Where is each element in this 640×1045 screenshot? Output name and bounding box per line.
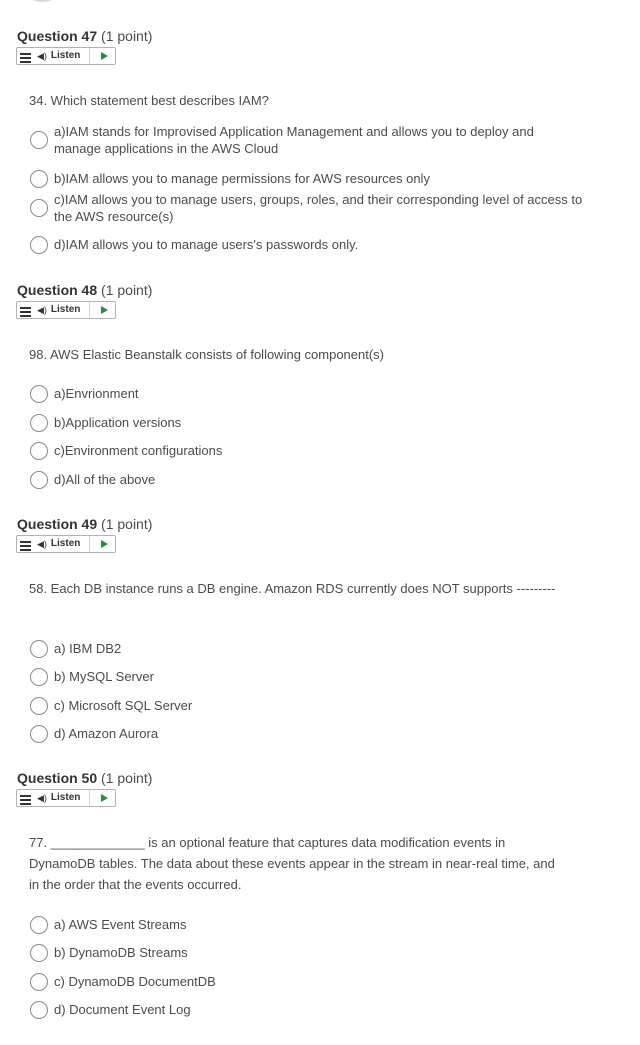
question-title: Question 49 (1 point): [17, 516, 153, 532]
question-text: 98. AWS Elastic Beanstalk consists of following component(s): [29, 347, 385, 362]
play-icon[interactable]: [101, 794, 108, 802]
top-decoration-arc: [20, 0, 64, 2]
play-icon[interactable]: [101, 306, 108, 314]
menu-icon[interactable]: [20, 541, 31, 551]
listen-button[interactable]: Listen: [50, 792, 81, 803]
radio-button[interactable]: [30, 916, 48, 934]
option-label: d) Document Event Log: [54, 1002, 191, 1017]
radio-button[interactable]: [30, 973, 48, 991]
radio-button[interactable]: [30, 131, 48, 149]
radio-button[interactable]: [30, 385, 48, 403]
toolbar-divider: [89, 536, 90, 552]
option-label: a)IAM stands for Improvised Application Management and allows you to deploy and manage applications in the AWS Cloud: [54, 124, 534, 156]
option-label: b) MySQL Server: [54, 669, 154, 684]
menu-icon[interactable]: [20, 53, 31, 63]
listen-toolbar: [16, 535, 116, 553]
play-icon[interactable]: [101, 540, 108, 548]
option-label: a) IBM DB2: [54, 641, 122, 656]
question-text: 77. _____________ is an optional feature that captures data modification events in DynamoDB tables. The data about these events appear in the stream in near-real time, and in the order that the events occurred.: [29, 835, 555, 892]
option-label: d)All of the above: [54, 472, 156, 487]
option-label: c) Microsoft SQL Server: [54, 698, 193, 713]
option-label: a) AWS Event Streams: [54, 917, 187, 932]
radio-button[interactable]: [30, 944, 48, 962]
radio-button[interactable]: [30, 199, 48, 217]
toolbar-divider: [89, 302, 90, 318]
listen-toolbar: [16, 47, 116, 65]
option-label: c)Environment configurations: [54, 443, 223, 458]
play-icon[interactable]: [101, 52, 108, 60]
listen-toolbar: [16, 789, 116, 807]
toolbar-divider: [89, 48, 90, 64]
listen-toolbar: [16, 301, 116, 319]
option-label: a)Envrionment: [54, 386, 139, 401]
option-label: c)IAM allows you to manage users, groups, roles, and their corresponding level of access to the AWS resource(s): [54, 192, 583, 224]
option-label: d) Amazon Aurora: [54, 726, 159, 741]
radio-button[interactable]: [30, 236, 48, 254]
question-title: Question 50 (1 point): [17, 770, 153, 786]
option-label: c) DynamoDB DocumentDB: [54, 974, 216, 989]
listen-button[interactable]: Listen: [50, 304, 81, 315]
question-text: 58. Each DB instance runs a DB engine. Amazon RDS currently does NOT supports ---------: [29, 581, 556, 596]
listen-button[interactable]: Listen: [50, 538, 81, 549]
option-label: b) DynamoDB Streams: [54, 945, 188, 960]
question-title: Question 47 (1 point): [17, 28, 153, 44]
speaker-icon: ◀): [37, 305, 47, 315]
speaker-icon: ◀): [37, 793, 47, 803]
radio-button[interactable]: [30, 170, 48, 188]
radio-button[interactable]: [30, 414, 48, 432]
radio-button[interactable]: [30, 697, 48, 715]
option-label: b)Application versions: [54, 415, 182, 430]
radio-button[interactable]: [30, 725, 48, 743]
speaker-icon: ◀): [37, 51, 47, 61]
option-label: b)IAM allows you to manage permissions for AWS resources only: [54, 171, 430, 186]
radio-button[interactable]: [30, 668, 48, 686]
toolbar-divider: [89, 790, 90, 806]
menu-icon[interactable]: [20, 307, 31, 317]
speaker-icon: ◀): [37, 539, 47, 549]
question-text: 34. Which statement best describes IAM?: [29, 93, 269, 108]
menu-icon[interactable]: [20, 795, 31, 805]
radio-button[interactable]: [30, 442, 48, 460]
listen-button[interactable]: Listen: [50, 50, 81, 61]
radio-button[interactable]: [30, 471, 48, 489]
option-label: d)IAM allows you to manage users's passwords only.: [54, 237, 359, 252]
radio-button[interactable]: [30, 1001, 48, 1019]
radio-button[interactable]: [30, 640, 48, 658]
question-title: Question 48 (1 point): [17, 282, 153, 298]
